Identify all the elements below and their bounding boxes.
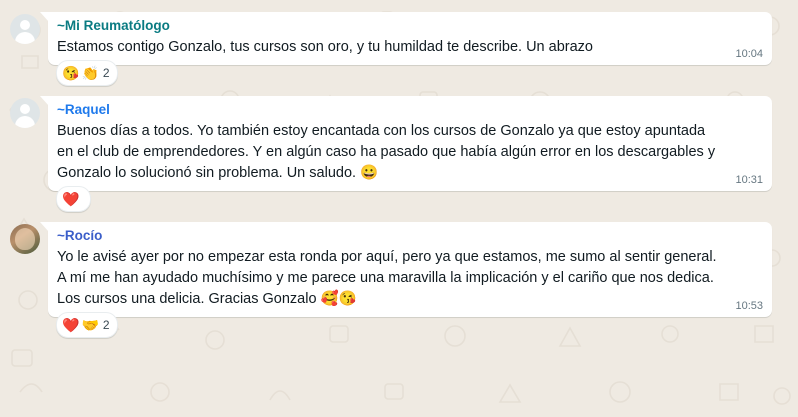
avatar[interactable] bbox=[10, 14, 40, 44]
message-sender: ~Mi Reumatólogo bbox=[57, 18, 170, 33]
clapping-hands-emoji: 👏 bbox=[81, 65, 99, 81]
message-reactions[interactable] bbox=[56, 186, 91, 212]
reaction-count: 2 bbox=[102, 66, 110, 80]
message-bubble[interactable] bbox=[48, 96, 772, 191]
message-text: Buenos días a todos. Yo también estoy encantada con los cursos de Gonzalo ya que estoy apuntada en el club de emprendedores. Y en algún caso ha pasado que había algún error en los descargables y Gonzalo lo solucionó sin problema. Un saludo. 😀 bbox=[57, 123, 720, 181]
avatar-body-icon bbox=[15, 32, 35, 44]
avatar[interactable] bbox=[10, 224, 40, 254]
red-heart-emoji: ❤️ bbox=[62, 191, 80, 207]
kissing-heart-emoji: 😘 bbox=[62, 65, 80, 81]
reaction-count: 2 bbox=[102, 318, 110, 332]
avatar[interactable] bbox=[10, 98, 40, 128]
handshake-emoji: 🤝 bbox=[81, 317, 99, 333]
message-sender: ~Rocío bbox=[57, 228, 103, 243]
message-row bbox=[10, 222, 772, 338]
message-text: Yo le avisé ayer por no empezar esta ronda por aquí, pero ya que estamos, me sumo al sentir general. A mí me han ayudado muchísimo y me parece una maravilla la implicación y el cariño que nos dedica. Los cursos una delicia. Gracias Gonzalo 🥰😘 bbox=[57, 249, 720, 307]
avatar-head-icon bbox=[20, 20, 30, 30]
red-heart-emoji: ❤️ bbox=[62, 317, 80, 333]
message-sender: ~Raquel bbox=[57, 102, 110, 117]
message-row bbox=[10, 12, 772, 86]
message-text: Estamos contigo Gonzalo, tus cursos son oro, y tu humildad te describe. Un abrazo bbox=[57, 39, 593, 55]
message-time: 10:53 bbox=[735, 300, 763, 312]
message-bubble-wrap bbox=[48, 12, 772, 86]
message-bubble[interactable] bbox=[48, 12, 772, 65]
message-row bbox=[10, 96, 772, 212]
message-time: 10:04 bbox=[735, 48, 763, 60]
avatar-body-icon bbox=[15, 116, 35, 128]
message-time: 10:31 bbox=[735, 174, 763, 186]
message-bubble-wrap bbox=[48, 96, 772, 212]
avatar-head-icon bbox=[20, 104, 30, 114]
message-bubble[interactable] bbox=[48, 222, 772, 317]
message-bubble-wrap bbox=[48, 222, 772, 338]
message-reactions[interactable] bbox=[56, 60, 118, 86]
message-reactions[interactable] bbox=[56, 312, 118, 338]
